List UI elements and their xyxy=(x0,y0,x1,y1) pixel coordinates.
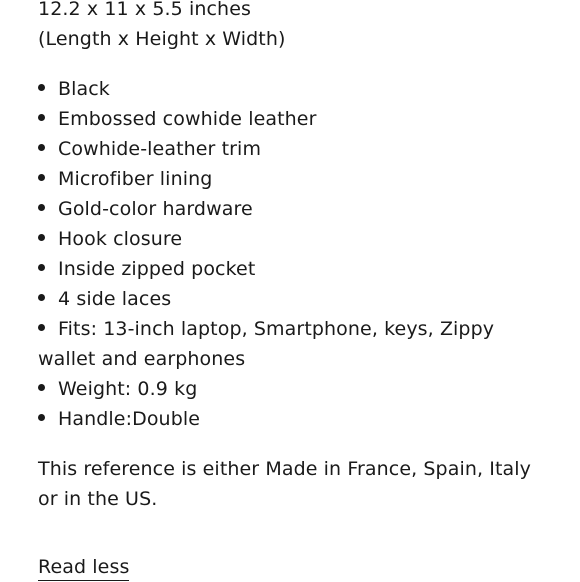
feature-text: Inside zipped pocket xyxy=(58,258,256,280)
bullet-icon xyxy=(38,114,45,121)
bullet-icon xyxy=(38,84,45,91)
bullet-icon xyxy=(38,234,45,241)
feature-text: Gold-color hardware xyxy=(58,198,253,220)
feature-text: Embossed cowhide leather xyxy=(58,108,317,130)
bullet-icon xyxy=(38,294,45,301)
feature-text: Microfiber lining xyxy=(58,168,213,190)
feature-item xyxy=(38,104,543,134)
dimensions-legend: (Length x Height x Width) xyxy=(38,28,286,50)
feature-item xyxy=(38,164,543,194)
feature-text: Fits: 13-inch laptop, Smartphone, keys, Zippy wallet and earphones xyxy=(38,318,495,370)
read-less-link[interactable]: Read less xyxy=(38,554,129,581)
bullet-icon xyxy=(38,324,45,331)
feature-text: Weight: 0.9 kg xyxy=(58,378,198,400)
bullet-icon xyxy=(38,264,45,271)
feature-text: 4 side laces xyxy=(58,288,172,310)
feature-item xyxy=(38,224,543,254)
product-description xyxy=(38,0,543,582)
feature-item xyxy=(38,284,543,314)
feature-item xyxy=(38,254,543,284)
bullet-icon xyxy=(38,384,45,391)
bullet-icon xyxy=(38,144,45,151)
feature-item xyxy=(38,374,543,404)
feature-item xyxy=(38,134,543,164)
feature-text: Handle:Double xyxy=(58,408,201,430)
feature-list xyxy=(38,74,543,434)
dimensions-block xyxy=(38,0,543,54)
dimensions-measure: 12.2 x 11 x 5.5 inches xyxy=(38,0,251,20)
feature-item xyxy=(38,314,543,374)
feature-item xyxy=(38,74,543,104)
feature-item xyxy=(38,404,543,434)
bullet-icon xyxy=(38,414,45,421)
feature-text: Cowhide-leather trim xyxy=(58,138,262,160)
feature-text: Black xyxy=(58,78,110,100)
bullet-icon xyxy=(38,174,45,181)
bullet-icon xyxy=(38,204,45,211)
feature-item xyxy=(38,194,543,224)
feature-text: Hook closure xyxy=(58,228,183,250)
origin-text: This reference is either Made in France, Spain, Italy or in the US. xyxy=(38,458,531,510)
